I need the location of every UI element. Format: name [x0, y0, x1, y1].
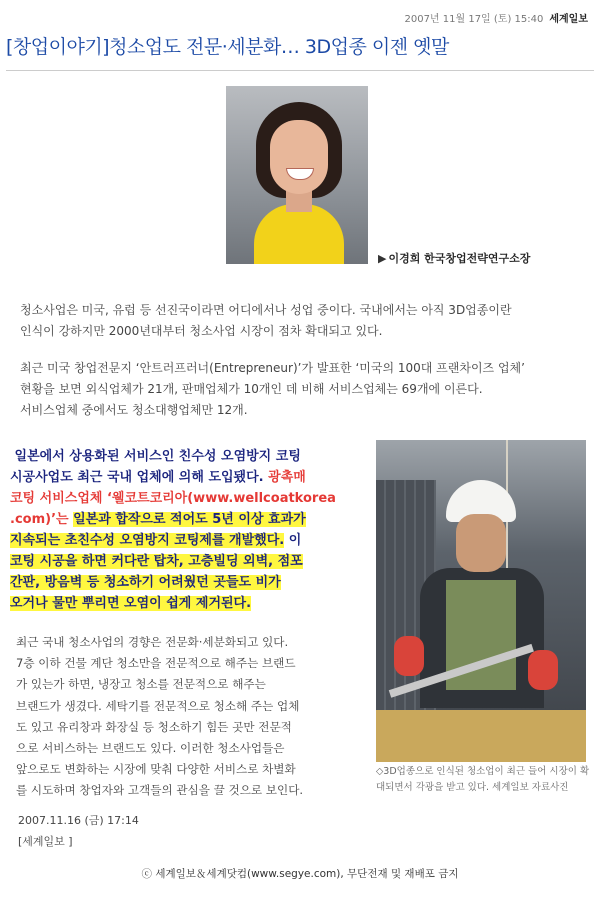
portrait-photo [226, 86, 368, 264]
worker-photo [376, 440, 586, 762]
photo-caption: ◇3D업종으로 인식된 청소업이 최근 들어 시장이 확대되면서 각광을 받고 있다. 세계일보 자료사진 [376, 766, 590, 793]
portrait-caption: ▶ 이경희 한국창업전략연구소장 [378, 252, 531, 265]
article-date: 2007.11.16 (금) 17:14 [18, 814, 139, 827]
paragraph-1: 청소사업은 미국, 유럽 등 선진국이라면 어디에서나 성업 중이다. 국내에서는 아직 3D업종이란 인식이 강하지만 2000년대부터 청소사업 시장이 점차 확대되고 있다. [20, 303, 512, 338]
publish-date: 2007년 11월 17일 (토) 15:40 [404, 14, 544, 25]
source-logo: 세계일보 [549, 14, 588, 25]
divider [6, 70, 594, 71]
dateline [404, 10, 588, 25]
paragraph-2: 최근 미국 창업전문지 ‘안트러프러너(Entrepreneur)’가 발표한 ‘미국의 100대 프랜차이즈 업체’ 현황을 보면 외식업체가 21개, 판매업체가 10개인 데 비해 서비스업체는 69개에 이른다. 서비스업체 중에서도 청소대행업체만 12개. [20, 361, 525, 417]
copyright-notice: ⓒ 세계일보＆세계닷컴(www.segye.com), 무단전재 및 재배포 금지 [141, 868, 459, 880]
article-source: [세계일보 ] [18, 835, 73, 848]
highlighted-paragraph: 일본에서 상용화된 서비스인 친수성 오염방지 코팅 시공사업도 최근 국내 업체에 의해 도입됐다. 광촉매 코팅 서비스업체 ‘웰코트코리아(www.wellcoatkorea .com)’는 일본과 합작으로 적어도 5년 이상 효과가 지속되는 초친수성 오염방지 코팅제를 개발했다. 이 코팅 시공을 하면 커다란 탑차, 고층빌딩 외벽, 점포 간판, 방음벽 등 청소하기 어려웠던 곳들도 비가 오거나 물만 뿌리면 오염이 쉽게 제거된다. [10, 449, 336, 611]
triangle-bullet-icon: ▶ [378, 252, 387, 265]
article-footer [18, 810, 139, 852]
article-headline: [창업이야기]청소업도 전문·세분화… 3D업종 이젠 옛말 [6, 36, 449, 58]
paragraph-3: 최근 국내 청소사업의 경향은 전문화·세분화되고 있다. 7층 이하 건물 계단 청소만을 전문적으로 해주는 브랜드 가 있는가 하면, 냉장고 청소를 전문적으로 해주는 브랜드가 생겼다. 세탁기를 전문적으로 청소해 주는 업체 도 있고 유리창과 화장실 등 청소하기 힘든 곳만 전문적 으로 서비스하는 브랜드도 있다. 이러한 청소사업들은 앞으로도 변화하는 시장에 맞춰 다양한 서비스로 차별화 를 시도하며 창업자와 고객들의 관심을 끌 것으로 보인다. [16, 635, 304, 798]
